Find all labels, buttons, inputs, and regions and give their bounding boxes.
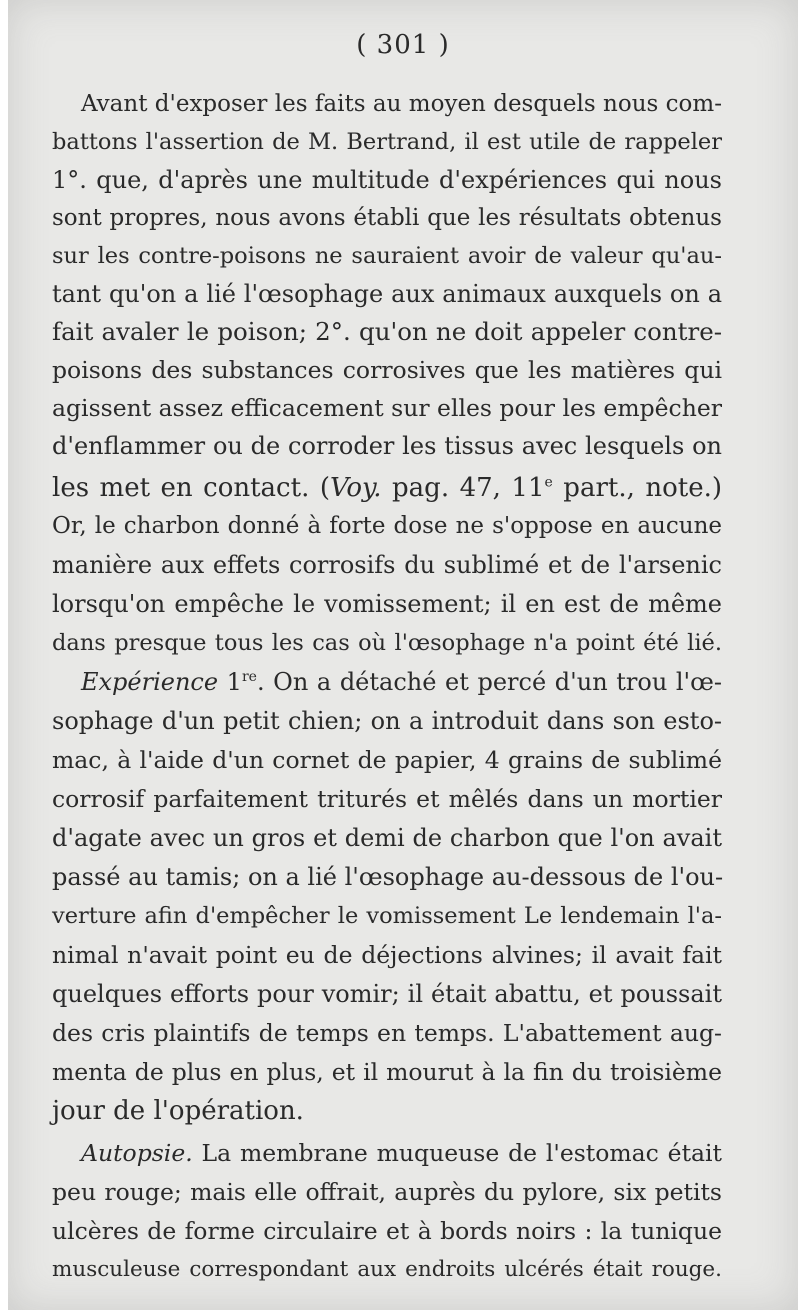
text-line: manière aux effets corrosifs du sublimé et de l'arsenic [52,551,722,579]
experience-text: . On a détaché et percé d'un trou l'œ- [256,668,722,696]
text-line: d'enflammer ou de corroder les tissus avec lesquels on [52,432,722,460]
text-line: sophage d'un petit chien; on a introduit dans son esto- [52,707,722,735]
text-line: tant qu'on a lié l'œsophage aux animaux auxquels on a [52,280,722,308]
text-line: des cris plaintifs de temps en temps. L'abattement aug- [52,1019,722,1047]
text-line: d'agate avec un gros et demi de charbon que l'on avait [52,824,722,852]
text-line: Avant d'exposer les faits au moyen desquels nous com- [81,91,722,117]
text-line: passé au tamis; on a lié l'œsophage au-dessous de l'ou- [52,863,724,891]
text-line: lorsqu'on empêche le vomissement; il en est de même [52,590,722,618]
page-number: ( 301 ) [356,30,450,60]
ref-pre: les met en contact. ( [52,473,330,503]
text-line: dans presque tous les cas où l'œsophage n'a point été lié. [52,630,722,656]
text-line: fait avaler le poison; 2°. qu'on ne doit appeler contre- [52,317,722,346]
text-line: battons l'assertion de M. Bertrand, il est utile de rappeler [52,129,722,155]
reference-line [52,469,722,507]
book-page [8,0,798,1310]
text-line: poisons des substances corrosives que les matières qui [52,356,722,384]
text-line: sur les contre-poisons ne sauraient avoir de valeur qu'au- [52,243,722,269]
experience-num: 1 [218,668,242,696]
text-line: verture afin d'empêcher le vomissement Le lendemain l'a- [52,903,722,929]
text-line: mac, à l'aide d'un cornet de papier, 4 grains de sublimé [52,746,722,774]
text-line: musculeuse correspondant aux endroits ulcérés était rouge. [52,1257,722,1282]
experience-sup: re [241,669,257,685]
text-line: ulcères de forme circulaire et à bords noirs : la tunique [52,1217,722,1245]
ref-post: part., note.) [552,473,722,503]
autopsie-heading-line [81,1134,722,1172]
text-line: corrosif parfaitement triturés et mêlés dans un mortier [52,785,722,813]
ref-sup: e [544,474,553,491]
autopsie-text: La membrane muqueuse de l'estomac était [192,1139,722,1167]
ref-voy: Voy. [329,473,382,503]
experience-heading-line [81,663,722,701]
text-line: Or, le charbon donné à forte dose ne s'oppose en aucune [52,513,722,539]
text-line: menta de plus en plus, et il mourut à la fin du troisième [52,1058,722,1086]
autopsie-label: Autopsie. [81,1139,193,1167]
text-line: jour de l'opération. [52,1096,304,1126]
text-line: 1°. que, d'après une multitude d'expériences qui nous [52,166,722,194]
text-line: nimal n'avait point eu de déjections alvines; il avait fait [52,941,722,969]
text-line: peu rouge; mais elle offrait, auprès du pylore, six petits [52,1178,722,1206]
text-line: sont propres, nous avons établi que les résultats obtenus [52,205,722,231]
text-line: quelques efforts pour vomir; il était abattu, et poussait [52,980,722,1008]
text-line: agissent assez efficacement sur elles pour les empêcher [52,394,722,422]
experience-label: Expérience [81,668,219,696]
ref-mid: pag. 47, 11 [381,473,545,503]
